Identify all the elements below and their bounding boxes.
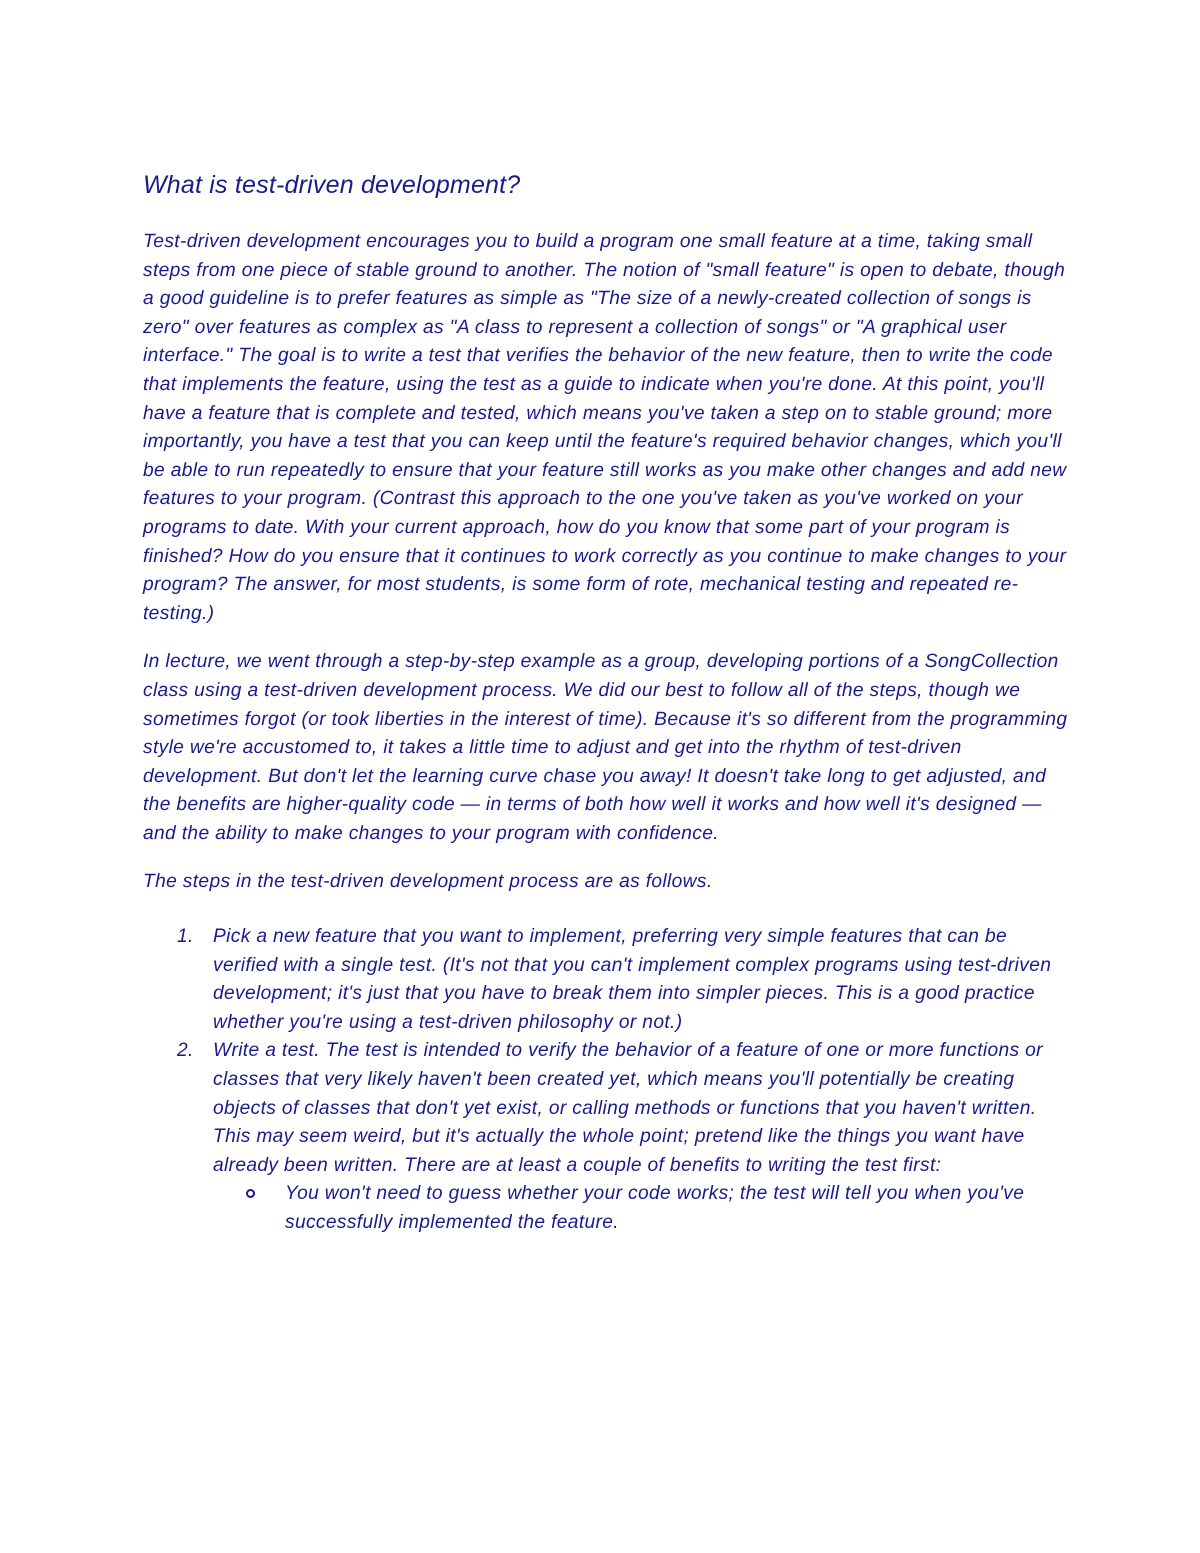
steps-intro-paragraph: The steps in the test-driven development process are as follows. <box>143 871 713 893</box>
step-text: Write a test. The test is intended to verify the behavior of a feature of one or more functions or classes that very likely haven't been created yet, which means you'll potentially be creating objects of classes that don't yet exist, or calling methods or functions that you haven't written. This may seem weird, but it's actually the whole point; pretend like the things you want have already been written. There are at least a couple of benefits to writing the test first: <box>213 1040 1043 1176</box>
lecture-paragraph: In lecture, we went through a step-by-step example as a group, developing portions of a SongCollection class using a test-driven development process. We did our best to follow all of the steps, though we sometimes forgot (or took liberties in the interest of time). Because it's so different from the programming style we're accustomed to, it takes a little time to adjust and get into the rhythm of test-driven development. But don't let the learning curve chase you away! It doesn't take long to get adjusted, and the benefits are higher-quality code — in terms of both how well it works and how well it's designed — and the ability to make changes to your program with confidence. <box>143 651 1068 844</box>
list-item <box>143 923 1073 1037</box>
step-text: Pick a new feature that you want to implement, preferring very simple features that can be verified with a single test. (It's not that you can't implement complex programs using test-driven development; it's just that you have to break them into simpler pieces. This is a good practice whether you're using a test-driven philosophy or not.) <box>213 926 1052 1033</box>
document-page <box>143 168 1073 1238</box>
circle-bullet-icon <box>246 1189 255 1198</box>
document-title: What is test-driven development? <box>143 171 521 199</box>
sub-list <box>213 1180 1073 1237</box>
list-item <box>143 1037 1073 1237</box>
sub-item-text: You won't need to guess whether your code works; the test will tell you when you've successfully implemented the feature. <box>285 1183 1025 1233</box>
steps-list <box>143 923 1073 1238</box>
step-number: 2. <box>177 1040 194 1062</box>
sub-list-item <box>213 1180 1073 1237</box>
intro-paragraph: Test-driven development encourages you to build a program one small feature at a time, taking small steps from one piece of stable ground to another. The notion of "small feature" is open to debate, though a good guideline is to prefer features as simple as "The size of a newly-created collection of songs is zero" over features as complex as "A class to represent a collection of songs" or "A graphical user interface." The goal is to write a test that verifies the behavior of the new feature, then to write the code that implements the feature, using the test as a guide to indicate when you're done. At this point, you'll have a feature that is complete and tested, which means you've taken a step on to stable ground; more importantly, you have a test that you can keep until the feature's required behavior changes, which you'll be able to run repeatedly to ensure that your feature still works as you make other changes and add new features to your program. (Contrast this approach to the one you've taken as you've worked on your programs to date. With your current approach, how do you know that some part of your program is finished? How do you ensure that it continues to work correctly as you continue to make changes to your program? The answer, for most students, is some form of rote, mechanical testing and repeated re-testing.) <box>143 231 1067 624</box>
step-number: 1. <box>177 926 194 948</box>
